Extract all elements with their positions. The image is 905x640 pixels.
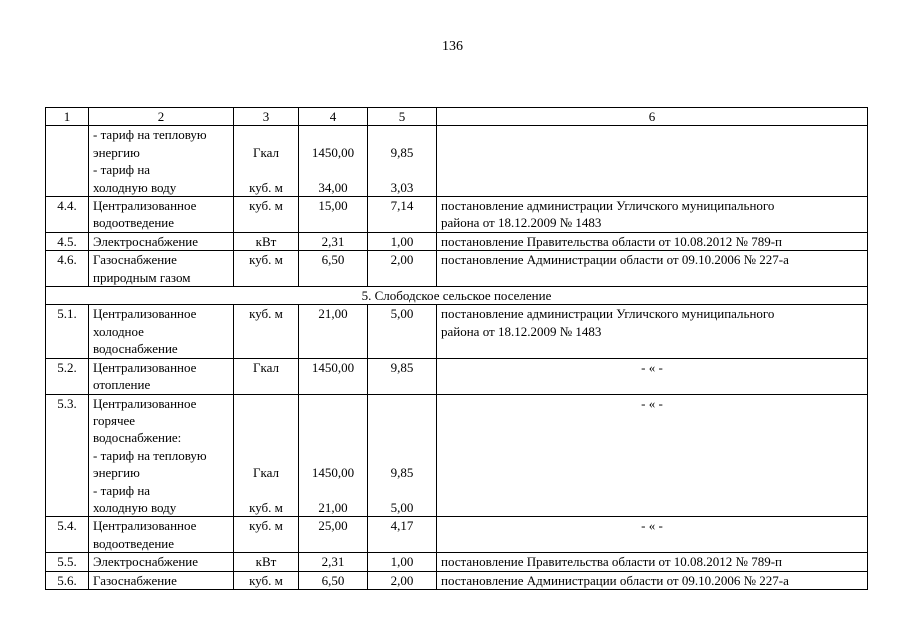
row-value-4: 6,50: [299, 571, 368, 589]
row-value-5: 4,17: [368, 517, 437, 553]
row-unit-line: Гкал: [252, 465, 279, 481]
row-name-line: Централизованное: [93, 395, 197, 411]
row-name-line: холодное: [93, 323, 144, 339]
section-row: [46, 287, 868, 305]
row-name-line: Централизованное: [93, 359, 197, 375]
row-number: 4.4.: [46, 197, 89, 233]
row-number: 5.4.: [46, 517, 89, 553]
row-name-line: Централизованное: [93, 198, 197, 214]
row-name: Электроснабжение: [89, 553, 234, 571]
table-row: [46, 232, 868, 250]
row-value-5: [368, 394, 437, 517]
section-title: 5. Слободское сельское поселение: [46, 287, 868, 305]
row-unit: куб. м: [234, 251, 299, 287]
row-value-4: [299, 394, 368, 517]
row-name: [89, 305, 234, 358]
table-row: [46, 571, 868, 589]
table-row: [46, 251, 868, 287]
table-row: [46, 358, 868, 394]
row-name-line: водоотведение: [93, 215, 175, 231]
row-value-5: 1,00: [368, 232, 437, 250]
row-value-4: 25,00: [299, 517, 368, 553]
row-name-line: природным газом: [93, 269, 191, 285]
row-document: [437, 305, 868, 358]
row-document: постановление Правительства области от 10.08.2012 № 789-п: [437, 553, 868, 571]
row-number: 4.5.: [46, 232, 89, 250]
row-unit: куб. м: [234, 197, 299, 233]
row-name-line: - тариф на: [93, 162, 151, 178]
row-value-line: 3,03: [390, 179, 414, 195]
row-value-5: 9,85: [368, 358, 437, 394]
row-name-line: водоснабжение: [93, 341, 178, 357]
row-name: Газоснабжение: [89, 571, 234, 589]
row-value-4: 21,00: [299, 305, 368, 358]
row-value-line: 1450,00: [311, 465, 355, 481]
row-document-line: постановление администрации Угличского муниципального: [441, 198, 775, 214]
row-name: [89, 251, 234, 287]
row-name-line: Газоснабжение: [93, 252, 177, 268]
row-name-line: - тариф на тепловую: [93, 447, 207, 463]
header-cell: 1: [46, 108, 89, 126]
row-number: 5.6.: [46, 571, 89, 589]
row-unit: куб. м: [234, 305, 299, 358]
row-number: 5.2.: [46, 358, 89, 394]
row-document: [437, 197, 868, 233]
row-number: 5.3.: [46, 394, 89, 517]
table-row: [46, 394, 868, 517]
tariff-table: [45, 107, 868, 590]
row-name-line: горячее: [93, 412, 136, 428]
row-unit: кВт: [234, 553, 299, 571]
table-row: [46, 126, 868, 197]
table-row: [46, 517, 868, 553]
table-row: [46, 553, 868, 571]
row-value-4: 1450,00: [299, 358, 368, 394]
row-name-line: водоснабжение:: [93, 430, 182, 446]
row-value-4: 2,31: [299, 553, 368, 571]
row-name-line: отопление: [93, 377, 151, 393]
row-name-line: - тариф на: [93, 482, 151, 498]
row-value-4: 2,31: [299, 232, 368, 250]
row-number: 5.5.: [46, 553, 89, 571]
row-name-line: энергию: [93, 144, 140, 160]
row-document-line: района от 18.12.2009 № 1483: [441, 323, 602, 339]
row-number: [46, 126, 89, 197]
row-name: [89, 358, 234, 394]
row-document-line: района от 18.12.2009 № 1483: [441, 215, 602, 231]
row-value-5: 7,14: [368, 197, 437, 233]
row-value-5: 2,00: [368, 571, 437, 589]
row-name: [89, 394, 234, 517]
row-document: [437, 126, 868, 197]
row-name-line: Централизованное: [93, 518, 197, 534]
header-cell: 3: [234, 108, 299, 126]
row-document: постановление Правительства области от 10.08.2012 № 789-п: [437, 232, 868, 250]
row-value-line: 34,00: [318, 179, 348, 195]
row-document: постановление Администрации области от 09.10.2006 № 227-а: [437, 251, 868, 287]
row-value-line: 5,00: [390, 499, 414, 515]
row-value-line: 1450,00: [311, 144, 355, 160]
header-cell: 6: [437, 108, 868, 126]
row-value-5: 2,00: [368, 251, 437, 287]
header-cell: 5: [368, 108, 437, 126]
row-name: [89, 517, 234, 553]
row-unit: куб. м: [234, 571, 299, 589]
row-value-5: 5,00: [368, 305, 437, 358]
row-number: 4.6.: [46, 251, 89, 287]
row-name: Электроснабжение: [89, 232, 234, 250]
row-name: [89, 197, 234, 233]
row-value-4: 6,50: [299, 251, 368, 287]
row-name-line: холодную воду: [93, 499, 177, 515]
row-name-line: водоотведение: [93, 535, 175, 551]
row-value-line: 21,00: [318, 499, 348, 515]
row-unit: [234, 126, 299, 197]
row-unit: куб. м: [234, 517, 299, 553]
row-document: постановление Администрации области от 09.10.2006 № 227-а: [437, 571, 868, 589]
row-value-5: [368, 126, 437, 197]
page-number: 136: [442, 39, 463, 54]
row-name-line: холодную воду: [93, 179, 177, 195]
row-value-5: 1,00: [368, 553, 437, 571]
row-value-line: 9,85: [390, 465, 414, 481]
table-row: [46, 305, 868, 358]
row-value-4: [299, 126, 368, 197]
row-name-line: Централизованное: [93, 306, 197, 322]
row-name-line: - тариф на тепловую: [93, 127, 207, 143]
row-unit-line: куб. м: [249, 179, 283, 195]
row-name: [89, 126, 234, 197]
row-name-line: энергию: [93, 465, 140, 481]
row-document: - « -: [437, 517, 868, 553]
header-cell: 2: [89, 108, 234, 126]
row-document-line: постановление администрации Угличского муниципального: [441, 306, 775, 322]
header-cell: 4: [299, 108, 368, 126]
table-row: [46, 197, 868, 233]
row-number: 5.1.: [46, 305, 89, 358]
row-unit: Гкал: [234, 358, 299, 394]
row-document: - « -: [437, 358, 868, 394]
row-value-line: 9,85: [390, 144, 414, 160]
row-unit: кВт: [234, 232, 299, 250]
row-unit-line: Гкал: [252, 144, 279, 160]
row-unit-line: куб. м: [249, 499, 283, 515]
table-header-row: [46, 108, 868, 126]
row-unit: [234, 394, 299, 517]
row-value-4: 15,00: [299, 197, 368, 233]
row-document: - « -: [437, 394, 868, 517]
